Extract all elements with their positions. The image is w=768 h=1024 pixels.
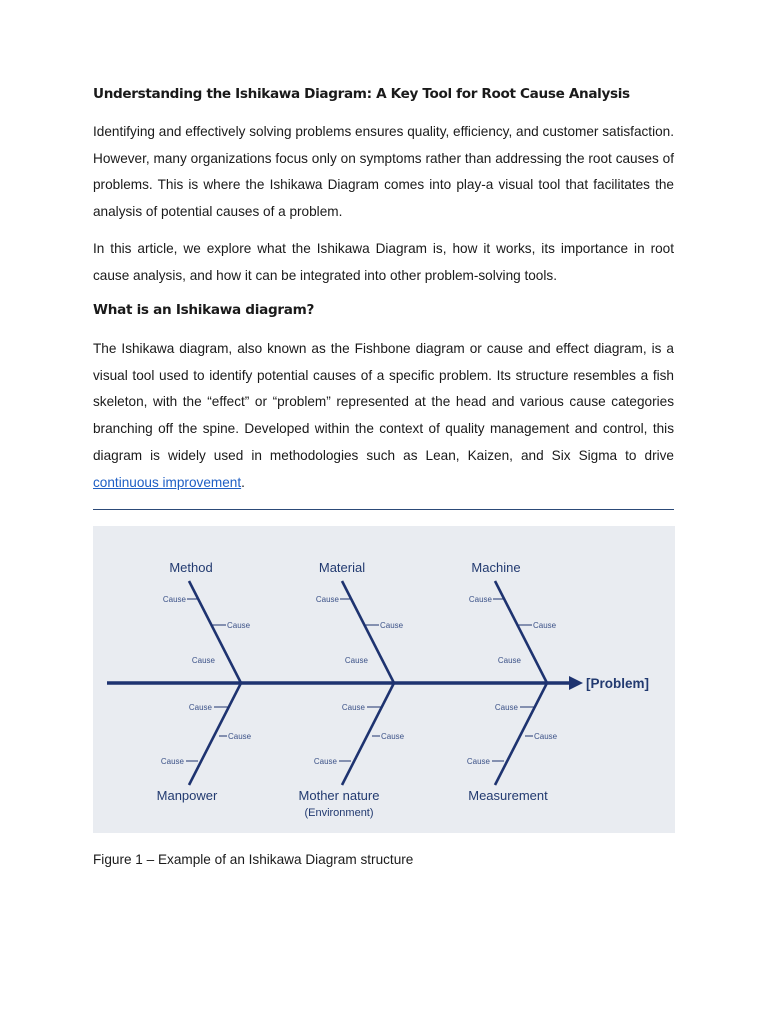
article-title: Understanding the Ishikawa Diagram: A Key Tool for Root Cause Analysis [93, 86, 630, 102]
cause-label: Cause [466, 757, 490, 766]
cause-label: Cause [227, 621, 251, 630]
cause-label: Cause [534, 732, 558, 741]
cause-label: Cause [188, 703, 212, 712]
category-material: Material [318, 560, 366, 575]
cause-label: Cause [162, 595, 186, 604]
section-divider [93, 509, 674, 510]
cause-label: Cause [494, 703, 518, 712]
cause-label: Cause [533, 621, 557, 630]
continuous-improvement-link[interactable]: continuous improvement [93, 474, 242, 490]
cause-label: Cause [341, 703, 365, 712]
definition-text: The Ishikawa diagram, also known as the Fishbone diagram or cause and effect diagram, is a visual tool used to identify potential causes of a specific problem. Its structure resembles a fish skeleton, with the “effect” or “problem” represented at the head and various cause categories branching off the spine. Developed within the context of quality management and control, this diagram is widely used in methodologies such as Lean, Kaizen, and Six Sigma to drive [93, 341, 674, 463]
category-machine: Machine [471, 560, 521, 575]
cause-label: Cause [468, 595, 492, 604]
category-mother-nature: Mother nature [298, 788, 380, 803]
section-heading: What is an Ishikawa diagram? [93, 302, 315, 318]
cause-label: Cause [228, 732, 252, 741]
cause-label: Cause [381, 732, 405, 741]
cause-label: Cause [497, 656, 521, 665]
cause-label: Cause [313, 757, 337, 766]
category-environment-note: (Environment) [304, 807, 374, 819]
ishikawa-figure [93, 526, 675, 833]
method-bone [189, 581, 241, 683]
category-measurement: Measurement [468, 788, 548, 803]
cause-label: Cause [380, 621, 404, 630]
fishbone-diagram [93, 526, 675, 833]
cause-label: Cause [315, 595, 339, 604]
problem-arrowhead [569, 676, 583, 690]
definition-paragraph [93, 336, 674, 496]
definition-end: . [241, 474, 245, 490]
cause-label: Cause [344, 656, 368, 665]
machine-bone [495, 581, 547, 683]
category-method: Method [169, 560, 213, 575]
problem-label: [Problem] [586, 676, 650, 691]
figure-caption: Figure 1 – Example of an Ishikawa Diagram structure [93, 852, 414, 867]
cause-label: Cause [191, 656, 215, 665]
material-bone [342, 581, 394, 683]
overview-paragraph: In this article, we explore what the Ishikawa Diagram is, how it works, its importance in root cause analysis, and how it can be integrated into other problem-solving tools. [93, 241, 674, 283]
category-manpower: Manpower [156, 788, 218, 803]
cause-label: Cause [160, 757, 184, 766]
intro-paragraph: Identifying and effectively solving problems ensures quality, efficiency, and customer satisfaction. However, many organizations focus only on symptoms rather than addressing the root causes of problems. This is where the Ishikawa Diagram comes into play-a visual tool that facilitates the analysis of potential causes of a problem. [93, 124, 674, 220]
